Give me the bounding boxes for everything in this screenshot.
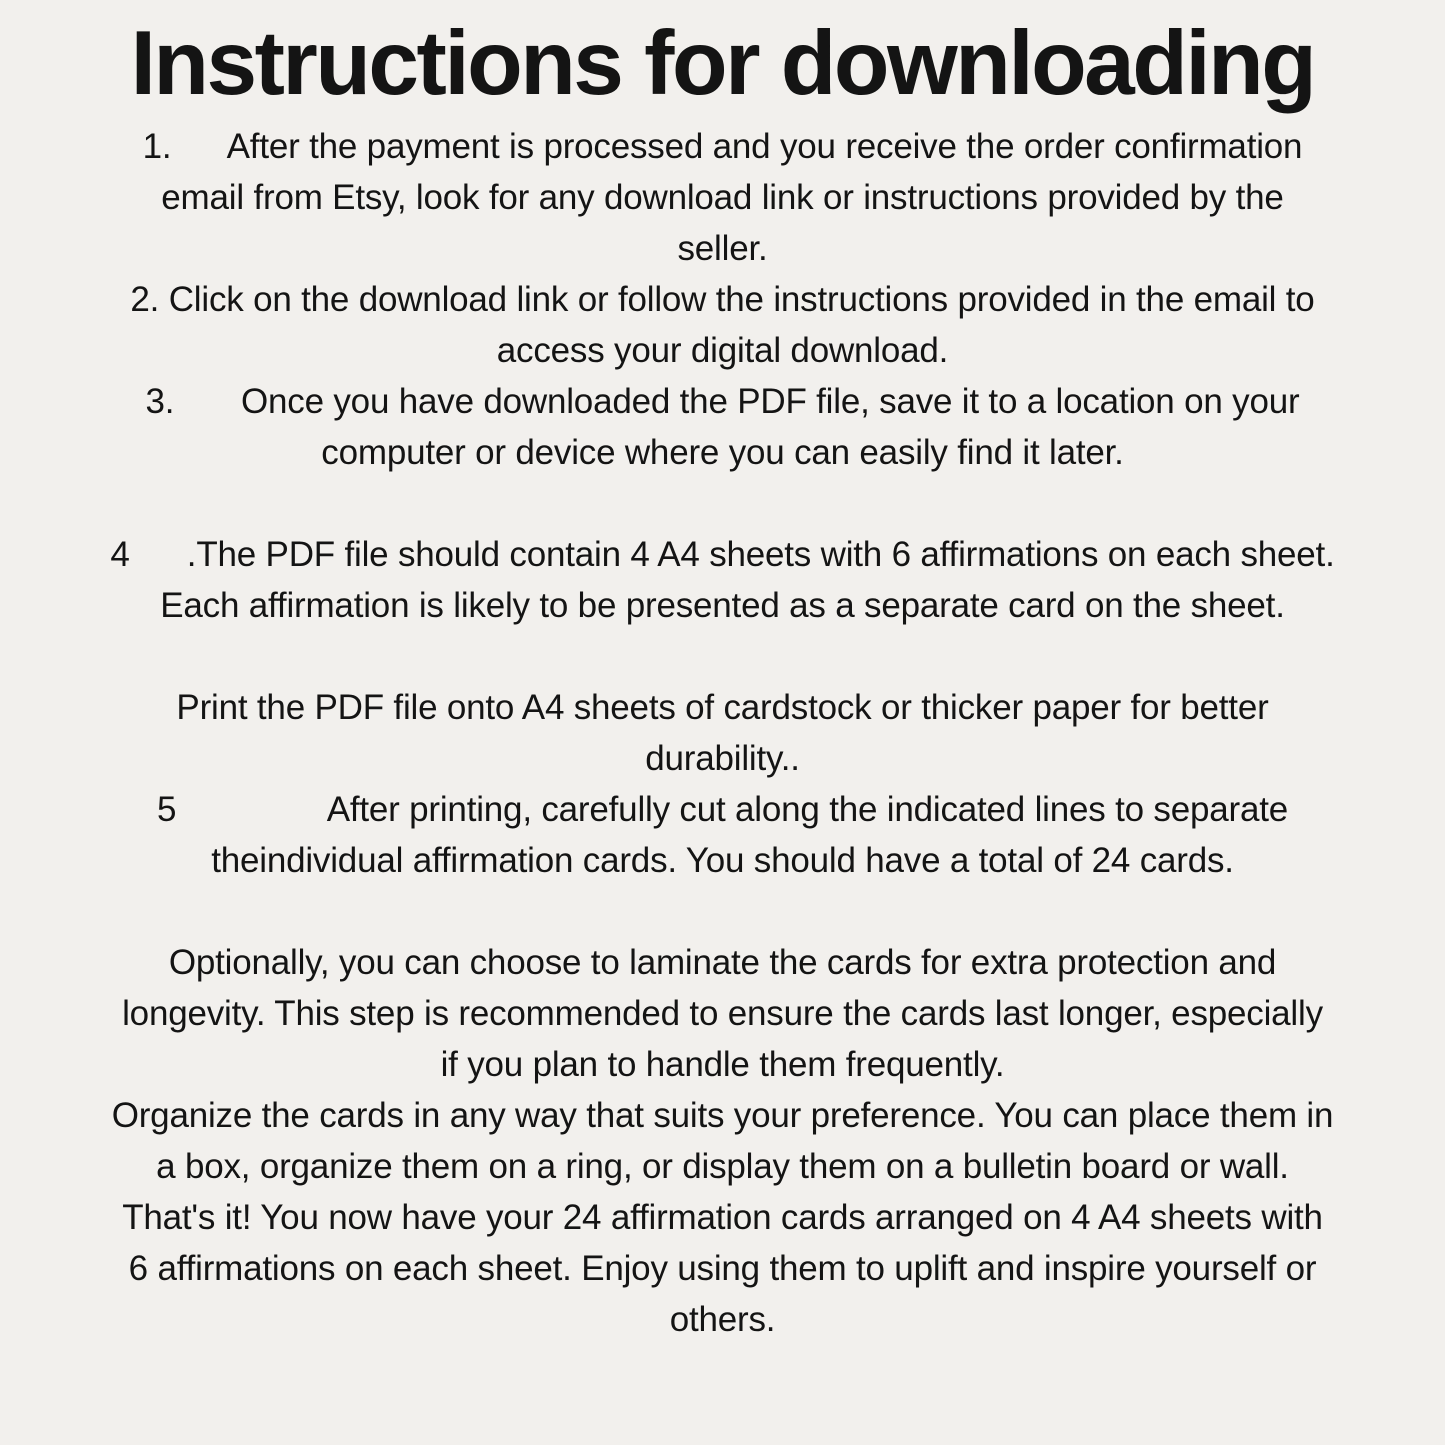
- instructions-body: [0, 121, 1445, 1345]
- instruction-line: Optionally, you can choose to laminate the cards for extra protection and: [168, 942, 1277, 982]
- instruction-line: access your digital download.: [496, 330, 949, 370]
- instruction-line: 5 After printing, carefully cut along the indicated lines to separate: [156, 789, 1289, 829]
- instruction-line: 3. Once you have downloaded the PDF file, save it to a location on your: [145, 381, 1300, 421]
- blank-line: [0, 886, 1445, 937]
- blank-line: [0, 478, 1445, 529]
- instruction-line: 6 affirmations on each sheet. Enjoy using them to uplift and inspire yourself or: [128, 1248, 1317, 1288]
- instruction-line: computer or device where you can easily find it later.: [321, 432, 1124, 472]
- instruction-line: 1. After the payment is processed and you receive the order confirmation: [142, 126, 1303, 166]
- instruction-line: theindividual affirmation cards. You should have a total of 24 cards.: [211, 840, 1234, 880]
- instruction-line: That's it! You now have your 24 affirmation cards arranged on 4 A4 sheets with: [122, 1197, 1323, 1237]
- instruction-line: a box, organize them on a ring, or display them on a bulletin board or wall.: [156, 1146, 1289, 1186]
- blank-line: [0, 631, 1445, 682]
- instruction-line: email from Etsy, look for any download link or instructions provided by the: [161, 177, 1284, 217]
- instruction-line: others.: [669, 1299, 776, 1339]
- page-title: Instructions for downloading: [130, 13, 1315, 114]
- instruction-line: 4 .The PDF file should contain 4 A4 sheets with 6 affirmations on each sheet.: [110, 534, 1335, 574]
- instruction-line: Each affirmation is likely to be presented as a separate card on the sheet.: [160, 585, 1285, 625]
- instruction-line: if you plan to handle them frequently.: [440, 1044, 1005, 1084]
- instruction-line: 2. Click on the download link or follow the instructions provided in the email to: [130, 279, 1315, 319]
- instruction-line: durability..: [645, 738, 800, 778]
- instruction-line: longevity. This step is recommended to ensure the cards last longer, especially: [122, 993, 1323, 1033]
- instruction-line: Print the PDF file onto A4 sheets of cardstock or thicker paper for better: [176, 687, 1269, 727]
- instruction-line: seller.: [677, 228, 768, 268]
- instruction-line: Organize the cards in any way that suits your preference. You can place them in: [111, 1095, 1334, 1135]
